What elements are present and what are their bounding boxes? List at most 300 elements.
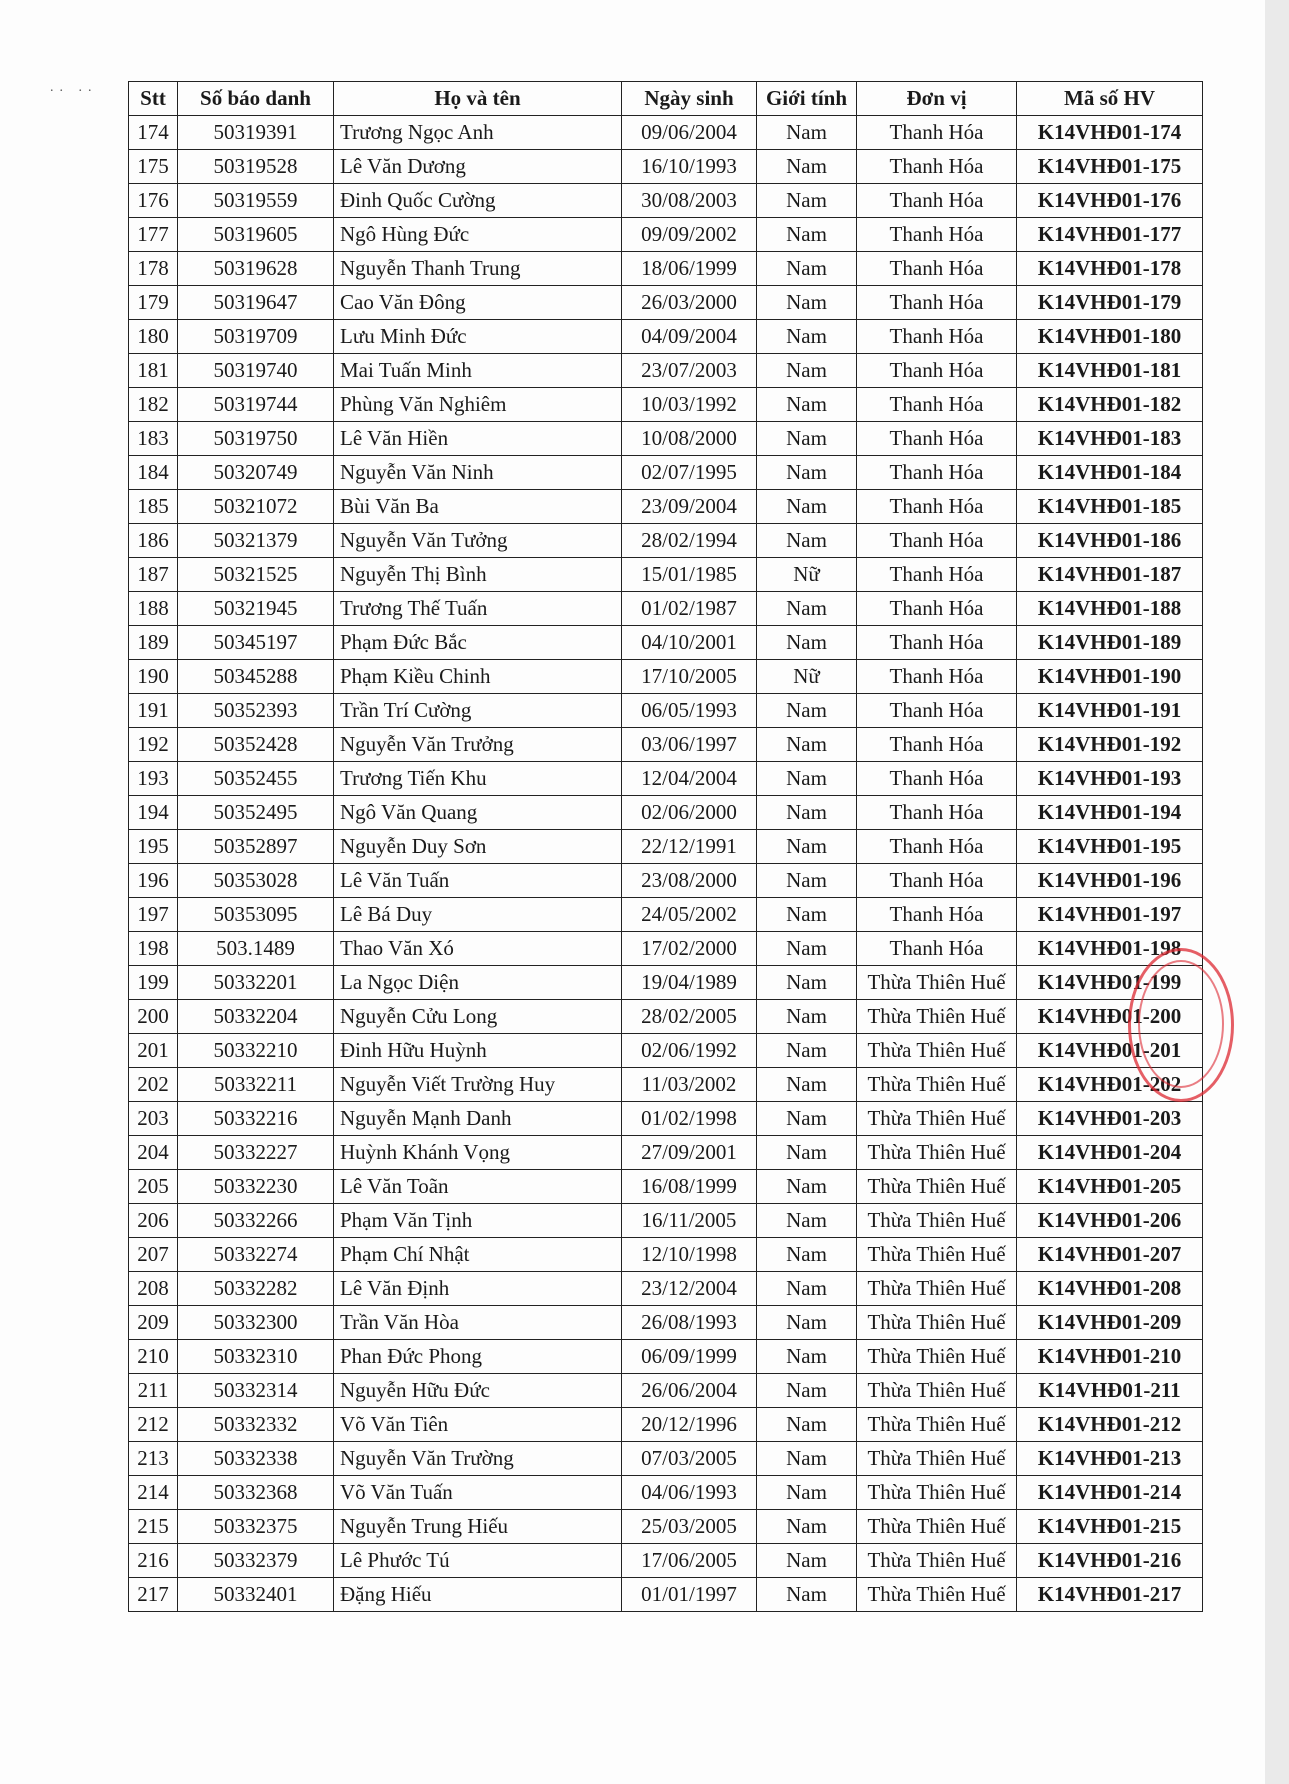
cell-full-name: Nguyễn Viết Trường Huy	[334, 1068, 622, 1102]
cell-student-code: K14VHĐ01-180	[1017, 320, 1203, 354]
table-row	[129, 864, 1203, 898]
cell-gender: Nam	[757, 252, 857, 286]
table-row	[129, 252, 1203, 286]
cell-birth-date: 27/09/2001	[622, 1136, 757, 1170]
cell-stt: 194	[129, 796, 178, 830]
cell-full-name: Huỳnh Khánh Vọng	[334, 1136, 622, 1170]
cell-unit: Thừa Thiên Huế	[857, 1000, 1017, 1034]
cell-exam-number: 50332338	[178, 1442, 334, 1476]
cell-stt: 212	[129, 1408, 178, 1442]
cell-unit: Thanh Hóa	[857, 898, 1017, 932]
cell-stt: 201	[129, 1034, 178, 1068]
cell-unit: Thanh Hóa	[857, 456, 1017, 490]
cell-stt: 179	[129, 286, 178, 320]
cell-stt: 184	[129, 456, 178, 490]
cell-student-code: K14VHĐ01-198	[1017, 932, 1203, 966]
table-row	[129, 1374, 1203, 1408]
cell-exam-number: 50332227	[178, 1136, 334, 1170]
cell-unit: Thanh Hóa	[857, 354, 1017, 388]
cell-student-code: K14VHĐ01-175	[1017, 150, 1203, 184]
cell-full-name: Phạm Chí Nhật	[334, 1238, 622, 1272]
cell-exam-number: 50332401	[178, 1578, 334, 1612]
table-row	[129, 932, 1203, 966]
cell-exam-number: 50320749	[178, 456, 334, 490]
cell-student-code: K14VHĐ01-184	[1017, 456, 1203, 490]
cell-exam-number: 50332310	[178, 1340, 334, 1374]
table-row	[129, 1000, 1203, 1034]
cell-student-code: K14VHĐ01-217	[1017, 1578, 1203, 1612]
cell-unit: Thanh Hóa	[857, 694, 1017, 728]
cell-birth-date: 25/03/2005	[622, 1510, 757, 1544]
header-stt: Stt	[129, 82, 178, 116]
cell-unit: Thanh Hóa	[857, 388, 1017, 422]
cell-full-name: Võ Văn Tuấn	[334, 1476, 622, 1510]
cell-full-name: Nguyễn Duy Sơn	[334, 830, 622, 864]
cell-full-name: Trần Văn Hòa	[334, 1306, 622, 1340]
cell-exam-number: 503.1489	[178, 932, 334, 966]
table-row	[129, 1170, 1203, 1204]
cell-student-code: K14VHĐ01-186	[1017, 524, 1203, 558]
cell-birth-date: 16/10/1993	[622, 150, 757, 184]
table-row	[129, 898, 1203, 932]
cell-student-code: K14VHĐ01-190	[1017, 660, 1203, 694]
header-full-name: Họ và tên	[334, 82, 622, 116]
cell-student-code: K14VHĐ01-194	[1017, 796, 1203, 830]
cell-student-code: K14VHĐ01-181	[1017, 354, 1203, 388]
table-row	[129, 1340, 1203, 1374]
cell-unit: Thừa Thiên Huế	[857, 1204, 1017, 1238]
cell-unit: Thanh Hóa	[857, 524, 1017, 558]
cell-student-code: K14VHĐ01-177	[1017, 218, 1203, 252]
cell-full-name: Phạm Đức Bắc	[334, 626, 622, 660]
cell-gender: Nam	[757, 218, 857, 252]
table-row	[129, 218, 1203, 252]
cell-unit: Thừa Thiên Huế	[857, 1238, 1017, 1272]
table-header-row	[129, 82, 1203, 116]
cell-birth-date: 28/02/2005	[622, 1000, 757, 1034]
cell-stt: 216	[129, 1544, 178, 1578]
cell-stt: 182	[129, 388, 178, 422]
cell-exam-number: 50319647	[178, 286, 334, 320]
cell-stt: 180	[129, 320, 178, 354]
cell-student-code: K14VHĐ01-208	[1017, 1272, 1203, 1306]
cell-exam-number: 50319605	[178, 218, 334, 252]
cell-student-code: K14VHĐ01-182	[1017, 388, 1203, 422]
cell-exam-number: 50332266	[178, 1204, 334, 1238]
cell-gender: Nam	[757, 1068, 857, 1102]
cell-gender: Nam	[757, 490, 857, 524]
cell-gender: Nữ	[757, 558, 857, 592]
cell-exam-number: 50332274	[178, 1238, 334, 1272]
table-row	[129, 116, 1203, 150]
scan-specks: .. ..	[50, 80, 98, 95]
cell-unit: Thừa Thiên Huế	[857, 1510, 1017, 1544]
cell-full-name: Lê Văn Hiền	[334, 422, 622, 456]
cell-gender: Nam	[757, 116, 857, 150]
cell-birth-date: 02/06/1992	[622, 1034, 757, 1068]
cell-student-code: K14VHĐ01-216	[1017, 1544, 1203, 1578]
cell-exam-number: 50353028	[178, 864, 334, 898]
cell-full-name: Ngô Hùng Đức	[334, 218, 622, 252]
cell-gender: Nam	[757, 388, 857, 422]
cell-gender: Nam	[757, 694, 857, 728]
cell-full-name: Phùng Văn Nghiêm	[334, 388, 622, 422]
cell-gender: Nam	[757, 966, 857, 1000]
cell-gender: Nam	[757, 456, 857, 490]
table-row	[129, 1408, 1203, 1442]
cell-gender: Nam	[757, 1510, 857, 1544]
cell-full-name: Lê Văn Định	[334, 1272, 622, 1306]
cell-exam-number: 50332375	[178, 1510, 334, 1544]
table-row	[129, 1102, 1203, 1136]
cell-gender: Nam	[757, 1476, 857, 1510]
cell-unit: Thừa Thiên Huế	[857, 1068, 1017, 1102]
cell-exam-number: 50353095	[178, 898, 334, 932]
cell-birth-date: 04/06/1993	[622, 1476, 757, 1510]
cell-stt: 181	[129, 354, 178, 388]
cell-student-code: K14VHĐ01-200	[1017, 1000, 1203, 1034]
cell-gender: Nam	[757, 354, 857, 388]
cell-birth-date: 28/02/1994	[622, 524, 757, 558]
cell-unit: Thừa Thiên Huế	[857, 1578, 1017, 1612]
cell-full-name: Nguyễn Cửu Long	[334, 1000, 622, 1034]
cell-unit: Thừa Thiên Huế	[857, 1544, 1017, 1578]
cell-birth-date: 03/06/1997	[622, 728, 757, 762]
cell-stt: 200	[129, 1000, 178, 1034]
cell-gender: Nam	[757, 830, 857, 864]
cell-birth-date: 10/03/1992	[622, 388, 757, 422]
cell-unit: Thanh Hóa	[857, 184, 1017, 218]
cell-full-name: Nguyễn Thị Bình	[334, 558, 622, 592]
cell-stt: 175	[129, 150, 178, 184]
cell-full-name: Nguyễn Trung Hiếu	[334, 1510, 622, 1544]
cell-student-code: K14VHĐ01-193	[1017, 762, 1203, 796]
cell-stt: 211	[129, 1374, 178, 1408]
cell-birth-date: 17/02/2000	[622, 932, 757, 966]
cell-gender: Nam	[757, 932, 857, 966]
cell-stt: 189	[129, 626, 178, 660]
cell-student-code: K14VHĐ01-204	[1017, 1136, 1203, 1170]
table-row	[129, 830, 1203, 864]
cell-full-name: Phạm Văn Tịnh	[334, 1204, 622, 1238]
cell-gender: Nam	[757, 1272, 857, 1306]
cell-unit: Thanh Hóa	[857, 150, 1017, 184]
table-row	[129, 1544, 1203, 1578]
cell-birth-date: 09/09/2002	[622, 218, 757, 252]
cell-stt: 188	[129, 592, 178, 626]
cell-birth-date: 07/03/2005	[622, 1442, 757, 1476]
cell-student-code: K14VHĐ01-210	[1017, 1340, 1203, 1374]
cell-birth-date: 26/06/2004	[622, 1374, 757, 1408]
cell-birth-date: 01/02/1987	[622, 592, 757, 626]
cell-exam-number: 50332204	[178, 1000, 334, 1034]
cell-unit: Thanh Hóa	[857, 864, 1017, 898]
cell-stt: 190	[129, 660, 178, 694]
cell-gender: Nam	[757, 1034, 857, 1068]
cell-exam-number: 50319528	[178, 150, 334, 184]
header-birth-date: Ngày sinh	[622, 82, 757, 116]
table-row	[129, 184, 1203, 218]
cell-stt: 183	[129, 422, 178, 456]
cell-stt: 210	[129, 1340, 178, 1374]
cell-full-name: Trương Tiến Khu	[334, 762, 622, 796]
cell-full-name: Lưu Minh Đức	[334, 320, 622, 354]
cell-full-name: Nguyễn Mạnh Danh	[334, 1102, 622, 1136]
cell-birth-date: 04/09/2004	[622, 320, 757, 354]
cell-birth-date: 23/12/2004	[622, 1272, 757, 1306]
cell-birth-date: 06/09/1999	[622, 1340, 757, 1374]
cell-student-code: K14VHĐ01-195	[1017, 830, 1203, 864]
header-student-code: Mã số HV	[1017, 82, 1203, 116]
cell-student-code: K14VHĐ01-176	[1017, 184, 1203, 218]
cell-full-name: Nguyễn Văn Trường	[334, 1442, 622, 1476]
cell-full-name: Ngô Văn Quang	[334, 796, 622, 830]
cell-birth-date: 24/05/2002	[622, 898, 757, 932]
cell-birth-date: 30/08/2003	[622, 184, 757, 218]
cell-student-code: K14VHĐ01-207	[1017, 1238, 1203, 1272]
cell-unit: Thừa Thiên Huế	[857, 1374, 1017, 1408]
cell-full-name: Lê Bá Duy	[334, 898, 622, 932]
cell-student-code: K14VHĐ01-188	[1017, 592, 1203, 626]
cell-full-name: Nguyễn Văn Tưởng	[334, 524, 622, 558]
cell-gender: Nữ	[757, 660, 857, 694]
cell-unit: Thừa Thiên Huế	[857, 1102, 1017, 1136]
cell-stt: 192	[129, 728, 178, 762]
cell-unit: Thanh Hóa	[857, 660, 1017, 694]
cell-full-name: Bùi Văn Ba	[334, 490, 622, 524]
cell-full-name: Nguyễn Hữu Đức	[334, 1374, 622, 1408]
cell-stt: 205	[129, 1170, 178, 1204]
cell-stt: 178	[129, 252, 178, 286]
table-row	[129, 1238, 1203, 1272]
cell-full-name: Nguyễn Thanh Trung	[334, 252, 622, 286]
cell-student-code: K14VHĐ01-187	[1017, 558, 1203, 592]
cell-birth-date: 17/06/2005	[622, 1544, 757, 1578]
cell-birth-date: 01/01/1997	[622, 1578, 757, 1612]
cell-exam-number: 50332379	[178, 1544, 334, 1578]
table-row	[129, 728, 1203, 762]
table-row	[129, 1510, 1203, 1544]
cell-unit: Thừa Thiên Huế	[857, 1136, 1017, 1170]
header-exam-number: Số báo danh	[178, 82, 334, 116]
table-row	[129, 796, 1203, 830]
cell-exam-number: 50352428	[178, 728, 334, 762]
cell-student-code: K14VHĐ01-212	[1017, 1408, 1203, 1442]
cell-exam-number: 50319750	[178, 422, 334, 456]
cell-unit: Thừa Thiên Huế	[857, 1408, 1017, 1442]
cell-exam-number: 50332211	[178, 1068, 334, 1102]
cell-unit: Thanh Hóa	[857, 728, 1017, 762]
cell-full-name: Cao Văn Đông	[334, 286, 622, 320]
cell-exam-number: 50319744	[178, 388, 334, 422]
cell-unit: Thanh Hóa	[857, 762, 1017, 796]
student-roster-table	[128, 81, 1203, 1612]
cell-gender: Nam	[757, 422, 857, 456]
cell-unit: Thừa Thiên Huế	[857, 1476, 1017, 1510]
table-row	[129, 626, 1203, 660]
header-gender: Giới tính	[757, 82, 857, 116]
cell-stt: 206	[129, 1204, 178, 1238]
scan-right-margin	[1265, 0, 1289, 1784]
cell-student-code: K14VHĐ01-215	[1017, 1510, 1203, 1544]
cell-stt: 204	[129, 1136, 178, 1170]
cell-unit: Thanh Hóa	[857, 422, 1017, 456]
cell-unit: Thanh Hóa	[857, 116, 1017, 150]
cell-birth-date: 12/10/1998	[622, 1238, 757, 1272]
cell-unit: Thanh Hóa	[857, 592, 1017, 626]
cell-birth-date: 09/06/2004	[622, 116, 757, 150]
cell-stt: 202	[129, 1068, 178, 1102]
table-row	[129, 524, 1203, 558]
cell-gender: Nam	[757, 626, 857, 660]
cell-student-code: K14VHĐ01-209	[1017, 1306, 1203, 1340]
table-row	[129, 422, 1203, 456]
cell-gender: Nam	[757, 1306, 857, 1340]
cell-gender: Nam	[757, 1544, 857, 1578]
header-unit: Đơn vị	[857, 82, 1017, 116]
cell-stt: 209	[129, 1306, 178, 1340]
table-row	[129, 1476, 1203, 1510]
cell-exam-number: 50332300	[178, 1306, 334, 1340]
cell-birth-date: 22/12/1991	[622, 830, 757, 864]
cell-birth-date: 26/08/1993	[622, 1306, 757, 1340]
cell-gender: Nam	[757, 150, 857, 184]
cell-birth-date: 02/06/2000	[622, 796, 757, 830]
cell-birth-date: 18/06/1999	[622, 252, 757, 286]
table-row	[129, 286, 1203, 320]
table-row	[129, 1306, 1203, 1340]
cell-gender: Nam	[757, 1170, 857, 1204]
cell-student-code: K14VHĐ01-201	[1017, 1034, 1203, 1068]
cell-student-code: K14VHĐ01-183	[1017, 422, 1203, 456]
cell-student-code: K14VHĐ01-196	[1017, 864, 1203, 898]
cell-unit: Thanh Hóa	[857, 626, 1017, 660]
cell-full-name: Lê Văn Toãn	[334, 1170, 622, 1204]
cell-unit: Thanh Hóa	[857, 320, 1017, 354]
cell-student-code: K14VHĐ01-199	[1017, 966, 1203, 1000]
cell-gender: Nam	[757, 1102, 857, 1136]
cell-gender: Nam	[757, 1204, 857, 1238]
cell-stt: 191	[129, 694, 178, 728]
cell-student-code: K14VHĐ01-185	[1017, 490, 1203, 524]
table-row	[129, 1204, 1203, 1238]
cell-student-code: K14VHĐ01-192	[1017, 728, 1203, 762]
cell-exam-number: 50319740	[178, 354, 334, 388]
cell-stt: 207	[129, 1238, 178, 1272]
cell-stt: 176	[129, 184, 178, 218]
cell-exam-number: 50332216	[178, 1102, 334, 1136]
cell-exam-number: 50319559	[178, 184, 334, 218]
cell-gender: Nam	[757, 1408, 857, 1442]
cell-unit: Thanh Hóa	[857, 932, 1017, 966]
table-row	[129, 1034, 1203, 1068]
table-row	[129, 1136, 1203, 1170]
cell-full-name: Trương Thế Tuấn	[334, 592, 622, 626]
cell-unit: Thừa Thiên Huế	[857, 1442, 1017, 1476]
table-row	[129, 1068, 1203, 1102]
cell-gender: Nam	[757, 898, 857, 932]
cell-birth-date: 01/02/1998	[622, 1102, 757, 1136]
cell-gender: Nam	[757, 524, 857, 558]
table-row	[129, 1578, 1203, 1612]
cell-unit: Thanh Hóa	[857, 796, 1017, 830]
cell-unit: Thừa Thiên Huế	[857, 1340, 1017, 1374]
cell-unit: Thanh Hóa	[857, 286, 1017, 320]
table-body	[129, 116, 1203, 1612]
cell-stt: 213	[129, 1442, 178, 1476]
cell-stt: 185	[129, 490, 178, 524]
cell-student-code: K14VHĐ01-202	[1017, 1068, 1203, 1102]
cell-unit: Thừa Thiên Huế	[857, 966, 1017, 1000]
cell-exam-number: 50319628	[178, 252, 334, 286]
cell-stt: 217	[129, 1578, 178, 1612]
cell-birth-date: 16/08/1999	[622, 1170, 757, 1204]
cell-full-name: Mai Tuấn Minh	[334, 354, 622, 388]
cell-gender: Nam	[757, 184, 857, 218]
table-row	[129, 150, 1203, 184]
table-row	[129, 456, 1203, 490]
cell-gender: Nam	[757, 1136, 857, 1170]
cell-full-name: Võ Văn Tiên	[334, 1408, 622, 1442]
table-row	[129, 660, 1203, 694]
cell-unit: Thanh Hóa	[857, 558, 1017, 592]
cell-birth-date: 19/04/1989	[622, 966, 757, 1000]
cell-birth-date: 16/11/2005	[622, 1204, 757, 1238]
cell-full-name: Trương Ngọc Anh	[334, 116, 622, 150]
cell-stt: 177	[129, 218, 178, 252]
cell-stt: 214	[129, 1476, 178, 1510]
cell-stt: 199	[129, 966, 178, 1000]
cell-birth-date: 12/04/2004	[622, 762, 757, 796]
cell-student-code: K14VHĐ01-179	[1017, 286, 1203, 320]
cell-exam-number: 50352393	[178, 694, 334, 728]
cell-student-code: K14VHĐ01-206	[1017, 1204, 1203, 1238]
cell-unit: Thanh Hóa	[857, 830, 1017, 864]
cell-gender: Nam	[757, 1340, 857, 1374]
cell-exam-number: 50332314	[178, 1374, 334, 1408]
cell-stt: 187	[129, 558, 178, 592]
cell-student-code: K14VHĐ01-197	[1017, 898, 1203, 932]
cell-full-name: Đinh Quốc Cường	[334, 184, 622, 218]
cell-full-name: Phan Đức Phong	[334, 1340, 622, 1374]
cell-stt: 196	[129, 864, 178, 898]
cell-student-code: K14VHĐ01-203	[1017, 1102, 1203, 1136]
cell-student-code: K14VHĐ01-211	[1017, 1374, 1203, 1408]
cell-full-name: Nguyễn Văn Trưởng	[334, 728, 622, 762]
cell-full-name: Trần Trí Cường	[334, 694, 622, 728]
cell-exam-number: 50332332	[178, 1408, 334, 1442]
cell-exam-number: 50321525	[178, 558, 334, 592]
cell-unit: Thừa Thiên Huế	[857, 1306, 1017, 1340]
cell-gender: Nam	[757, 592, 857, 626]
cell-full-name: Đặng Hiếu	[334, 1578, 622, 1612]
cell-exam-number: 50332230	[178, 1170, 334, 1204]
cell-stt: 203	[129, 1102, 178, 1136]
cell-stt: 174	[129, 116, 178, 150]
cell-gender: Nam	[757, 320, 857, 354]
cell-full-name: Nguyễn Văn Ninh	[334, 456, 622, 490]
cell-student-code: K14VHĐ01-174	[1017, 116, 1203, 150]
table-row	[129, 320, 1203, 354]
cell-exam-number: 50321945	[178, 592, 334, 626]
cell-exam-number: 50332368	[178, 1476, 334, 1510]
cell-birth-date: 02/07/1995	[622, 456, 757, 490]
cell-gender: Nam	[757, 796, 857, 830]
cell-exam-number: 50352455	[178, 762, 334, 796]
cell-stt: 193	[129, 762, 178, 796]
cell-gender: Nam	[757, 1578, 857, 1612]
cell-full-name: Phạm Kiều Chinh	[334, 660, 622, 694]
